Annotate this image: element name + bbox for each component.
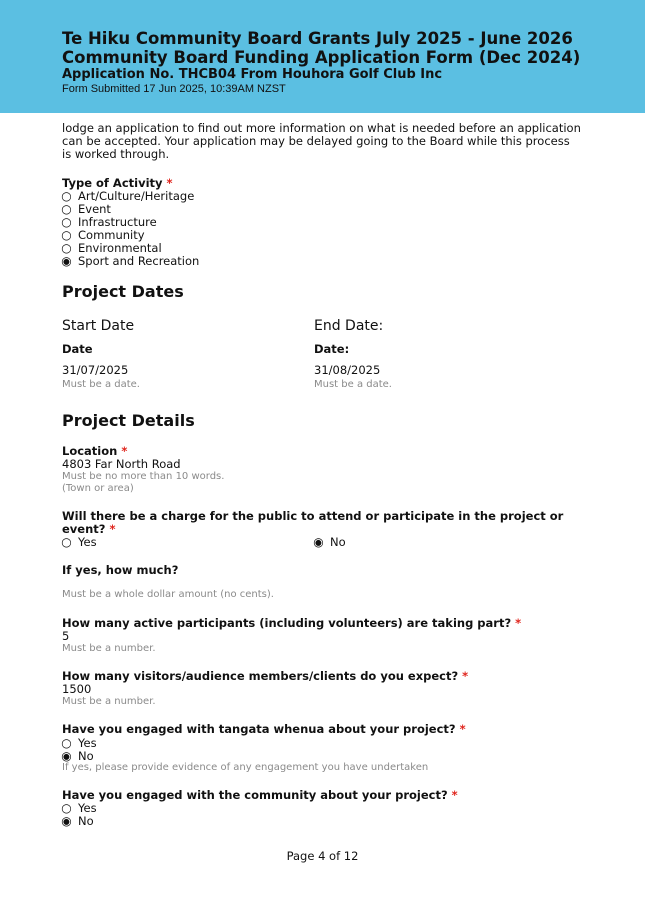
end-date-hint: Must be a date.	[314, 379, 392, 390]
end-date-label: Date:	[314, 342, 350, 356]
project-dates-heading: Project Dates	[62, 282, 184, 301]
radio-unselected-icon[interactable]: ○	[61, 736, 72, 750]
form-title-line1: Te Hiku Community Board Grants July 2025 - June 2026	[62, 29, 573, 48]
tangata-yes-label: Yes	[78, 736, 97, 750]
community-no-label: No	[78, 814, 94, 828]
location-label-text: Location	[62, 444, 118, 458]
radio-unselected-icon[interactable]: ○	[61, 228, 72, 242]
activity-option-label: Sport and Recreation	[78, 254, 200, 268]
participants-hint: Must be a number.	[62, 643, 156, 654]
radio-selected-icon[interactable]: ◉	[61, 814, 72, 828]
radio-unselected-icon[interactable]: ○	[61, 241, 72, 255]
required-mark: *	[109, 522, 116, 536]
participants-value: 5	[62, 629, 70, 643]
community-engagement-label	[62, 789, 458, 802]
submitted-timestamp: Form Submitted 17 Jun 2025, 10:39AM NZST	[62, 83, 286, 95]
project-details-heading: Project Details	[62, 411, 195, 430]
activity-option-label: Environmental	[78, 241, 162, 255]
community-engagement-label-text: Have you engaged with the community about your project?	[62, 788, 448, 802]
end-date-value: 31/08/2025	[314, 363, 381, 377]
radio-unselected-icon[interactable]: ○	[61, 801, 72, 815]
visitors-hint: Must be a number.	[62, 696, 156, 707]
start-date-title: Start Date	[62, 318, 135, 334]
location-sub-hint: (Town or area)	[62, 483, 134, 494]
end-date-title: End Date:	[314, 318, 384, 334]
charge-question-line1: Will there be a charge for the public to attend or participate in the project or	[62, 509, 564, 523]
start-date-value: 31/07/2025	[62, 363, 129, 377]
start-date-label: Date	[62, 342, 93, 356]
radio-unselected-icon[interactable]: ○	[61, 215, 72, 229]
visitors-label	[62, 670, 468, 683]
required-mark: *	[459, 722, 466, 736]
header-banner	[0, 0, 645, 113]
tangata-whenua-label	[62, 723, 466, 736]
visitors-label-text: How many visitors/audience members/clients do you expect?	[62, 669, 459, 683]
participants-label	[62, 617, 521, 630]
page-number: Page 4 of 12	[286, 849, 359, 863]
required-mark: *	[451, 788, 458, 802]
start-date-hint: Must be a date.	[62, 379, 140, 390]
required-mark: *	[515, 616, 522, 630]
location-hint: Must be no more than 10 words.	[62, 471, 225, 482]
location-value: 4803 Far North Road	[62, 457, 181, 471]
activity-option-label: Infrastructure	[78, 215, 157, 229]
required-mark: *	[166, 176, 173, 190]
form-title-line2: Community Board Funding Application Form (Dec 2024)	[62, 48, 581, 67]
charge-no-label: No	[330, 535, 346, 549]
how-much-hint: Must be a whole dollar amount (no cents).	[62, 589, 274, 600]
tangata-hint: If yes, please provide evidence of any engagement you have undertaken	[62, 762, 429, 773]
radio-unselected-icon[interactable]: ○	[61, 189, 72, 203]
tangata-whenua-label-text: Have you engaged with tangata whenua about your project?	[62, 722, 456, 736]
activity-option-label: Art/Culture/Heritage	[78, 189, 195, 203]
charge-question-text: event?	[62, 522, 106, 536]
activity-label-text: Type of Activity	[62, 176, 163, 190]
participants-label-text: How many active participants (including volunteers) are taking part?	[62, 616, 512, 630]
radio-selected-icon[interactable]: ◉	[61, 749, 72, 763]
activity-option-label: Event	[78, 202, 111, 216]
how-much-label: If yes, how much?	[62, 563, 179, 577]
radio-unselected-icon[interactable]: ○	[61, 202, 72, 216]
tangata-no-label: No	[78, 749, 94, 763]
activity-option-label: Community	[78, 228, 145, 242]
radio-unselected-icon[interactable]: ○	[61, 535, 72, 549]
visitors-value: 1500	[62, 682, 92, 696]
radio-selected-icon[interactable]: ◉	[61, 254, 72, 268]
intro-paragraph: lodge an application to find out more information on what is needed before an application can be accepted. Your application may be delayed going to the Board while this process is worked through.	[62, 121, 581, 161]
radio-selected-icon[interactable]: ◉	[313, 535, 324, 549]
charge-yes-label: Yes	[78, 535, 97, 549]
required-mark: *	[121, 444, 128, 458]
application-number: Application No. THCB04 From Houhora Golf Club Inc	[62, 67, 443, 82]
community-yes-label: Yes	[78, 801, 97, 815]
required-mark: *	[462, 669, 469, 683]
